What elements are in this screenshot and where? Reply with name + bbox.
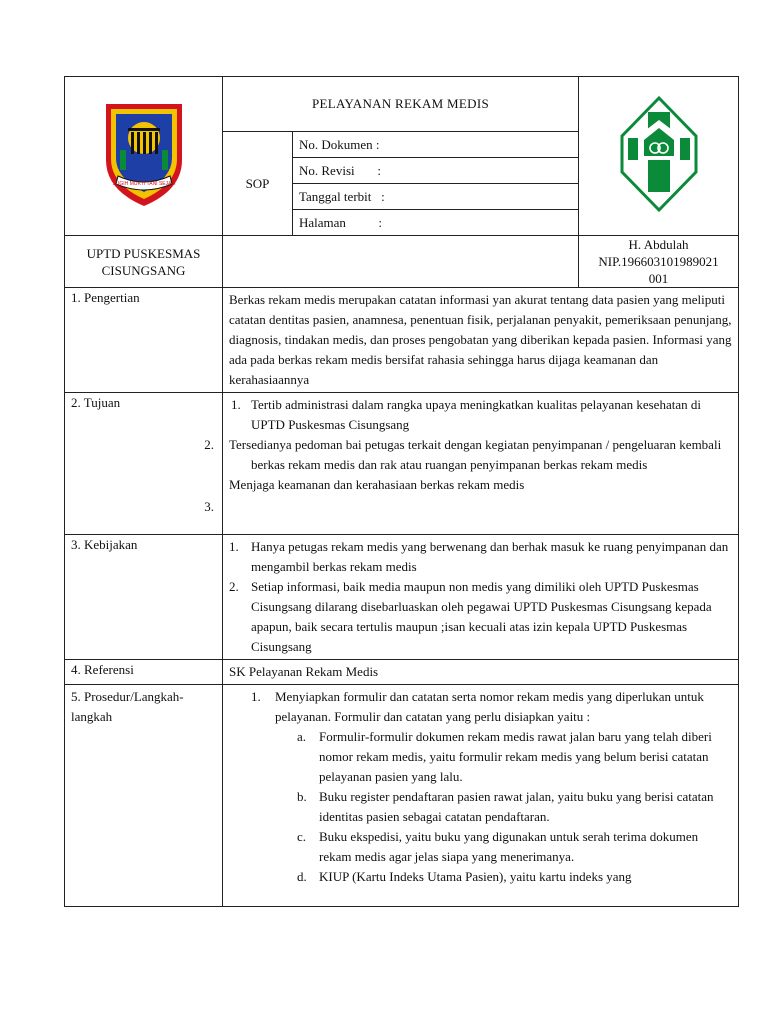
tujuan-item-1: 1. Tertib administrasi dalam rangka upaya meningkatkan kualitas pelayanan kesehatan di UPTD Puskesmas Cisungsang xyxy=(231,397,701,432)
meta-halaman: Halaman : xyxy=(293,210,579,236)
meta-no-revisi: No. Revisi : xyxy=(293,158,579,184)
logo-banner-text: SUGIH MUKTI TANI SEJATI xyxy=(111,181,176,187)
pengertian-text-cell: Berkas rekam medis merupakan catatan informasi yan akurat tentang data pasien yang meliputi catatan dentitas pasien, anamnesa, penentuan fisik, perjalanan penyakit, pemeriksaan penunjang, diagnosis, tindakan medis, dan proses pengobatan yang diberikan kepada pasien. Informasi yang ada pada berkas rekam medis bersifat rahasia sehingga harus dijaga keamanan dan kerahasiaannya xyxy=(223,288,739,393)
prosedur-item-1: 1. Menyiapkan formulir dan catatan serta nomor rekam medis yang diperlukan untuk pelayanan. Formulir dan catatan yang perlu disiapkan yaitu : xyxy=(251,689,704,724)
document-title: PELAYANAN REKAM MEDIS xyxy=(312,96,490,111)
prosedur-label-cell: 5. Prosedur/Langkah-langkah xyxy=(65,685,223,907)
kebijakan-label-cell: 3. Kebijakan xyxy=(65,535,223,660)
right-logo-cell xyxy=(579,77,739,236)
meta-tanggal-terbit: Tanggal terbit : xyxy=(293,184,579,210)
prosedur-sub-c: c. Buku ekspedisi, yaitu buku yang digunakan untuk serah terima dokumen rekam medis agar jelas siapa yang menerimanya. xyxy=(297,829,699,864)
referensi-text-cell: SK Pelayanan Rekam Medis xyxy=(223,660,739,685)
org-line-1: UPTD PUSKESMAS xyxy=(86,245,201,261)
tujuan-item-2: Tersedianya pedoman bai petugas terkait dengan kegiatan penyimpanan / pengeluaran kembali berkas rekam medis dan rak atau ruangan penyimpanan berkas rekam medis xyxy=(229,437,722,472)
meta-no-dokumen: No. Dokumen : xyxy=(293,132,579,158)
signature-blank-cell xyxy=(223,236,579,288)
prosedur-sub-a: a. Formulir-formulir dokumen rekam medis rawat jalan baru yang telah diberi nomor rekam medis, yaitu formulir rekam medis yang belum berisi catatan pelayanan pasien yang lalu. xyxy=(297,729,712,784)
sop-document xyxy=(64,76,738,907)
tujuan-label-cell: 2. Tujuan 2. 3. xyxy=(65,393,223,535)
tujuan-num-3: 3. xyxy=(204,499,214,514)
signer-name: H. Abdulah xyxy=(628,237,689,252)
tujuan-num-2: 2. xyxy=(204,437,214,452)
organization-cell xyxy=(65,236,223,288)
signer-nip: NIP.196603101989021 xyxy=(598,254,719,269)
document-title-cell xyxy=(223,77,579,132)
tujuan-text-cell xyxy=(223,393,739,535)
signer-nip-cont: 001 xyxy=(648,271,669,286)
sop-cell xyxy=(223,132,293,236)
org-line-2: CISUNGSANG xyxy=(101,262,186,278)
kebijakan-text-cell xyxy=(223,535,739,660)
sop-table xyxy=(64,76,739,907)
regional-crest-icon xyxy=(98,98,190,210)
prosedur-text-cell xyxy=(223,685,739,907)
prosedur-sub-d: d. KIUP (Kartu Indeks Utama Pasien), yaitu kartu indeks yang xyxy=(297,869,632,884)
sop-label: SOP xyxy=(245,175,270,191)
puskesmas-cross-icon xyxy=(618,94,700,214)
kebijakan-item-2: 2. Setiap informasi, baik media maupun non medis yang dimiliki oleh UPTD Puskesmas Cisungsang dilarang disebarluaskan oleh pegawai UPTD Puskesmas Cisungsang kepada apapun, baik secara tertulis maupun ;isan kecuali atas izin kepala UPTD Puskesmas Cisungsang xyxy=(229,579,712,654)
prosedur-sub-b: b. Buku register pendaftaran pasien rawat jalan, yaitu buku yang berisi catatan identitas pasien sebagai catatan pendaftaran. xyxy=(297,789,714,824)
pengertian-label-cell: 1. Pengertian xyxy=(65,288,223,393)
tujuan-item-3: Menjaga keamanan dan kerahasiaan berkas rekam medis xyxy=(229,477,525,492)
kebijakan-item-1: 1. Hanya petugas rekam medis yang berwenang dan berhak masuk ke ruang penyimpanan dan mengambil berkas rekam medis xyxy=(229,539,729,574)
left-logo-cell xyxy=(65,77,223,236)
referensi-label-cell: 4. Referensi xyxy=(65,660,223,685)
signer-cell xyxy=(579,236,739,288)
